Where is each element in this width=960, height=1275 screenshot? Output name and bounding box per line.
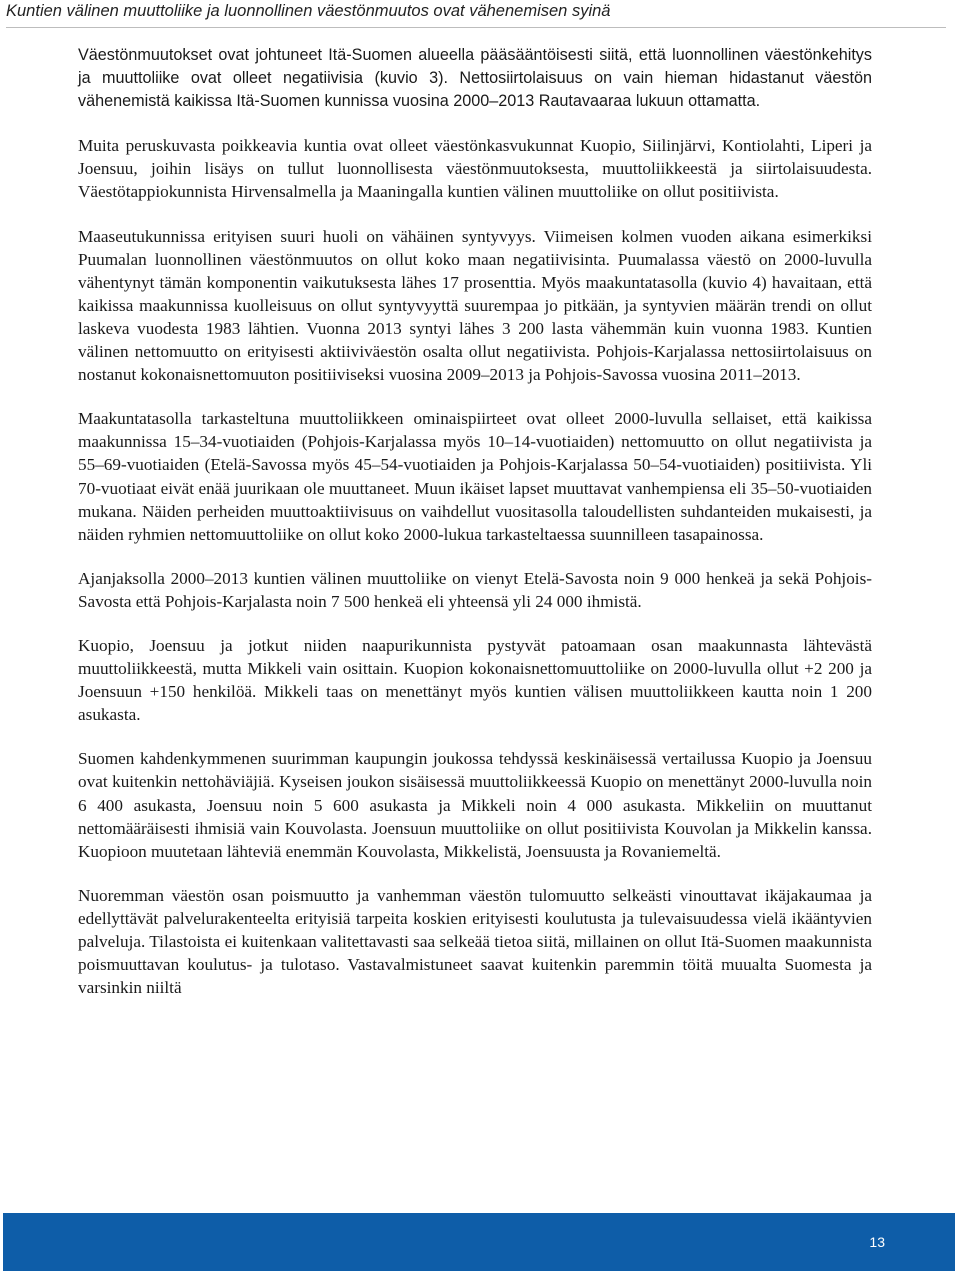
body-text xyxy=(78,44,872,1020)
paragraph-3: Maaseutukunnissa erityisen suuri huoli on vähäinen syntyvyys. Viimeisen kolmen vuoden aikana esimerkiksi Puumalan luonnollinen väestönmuutos on ollut koko maan negatiivisinta. Puumalassa väestö on 2000-luvulla vähentynyt tämän komponentin vaikutuksesta lähes 17 prosenttia. Myös maakuntatasolla (kuvio 4) havaitaan, että kaikissa maakunnissa kuolleisuus on ollut syntyvyyttä suurempaa jo pitkään, ja syntyvien määrän trendi on ollut laskeva vuodesta 1983 lähtien. Vuonna 2013 syntyi lähes 3 200 lasta vähemmän kuin vuonna 1983. Kuntien välinen nettomuutto on erityisesti aktiiviväestön osalta ollut negatiivista. Pohjois-Karjalassa nettosiirtolaisuus on nostanut kokonaisnettomuuton positiiviseksi vuosina 2009–2013 ja Pohjois-Savossa vuosina 2011–2013. xyxy=(78,226,872,385)
page-number: 13 xyxy=(869,1234,885,1250)
paragraph-2: Muita peruskuvasta poikkeavia kuntia ovat olleet väestönkasvukunnat Kuopio, Siilinjärvi, Kontiolahti, Liperi ja Joensuu, joihin lisäys on tullut luonnollisesta väestönmuutoksesta, muuttoliikkeestä ja siirtolaisuudesta. Väestötappiokunnista Hirvensalmella ja Maaningalla kuntien välinen muuttoliike on ollut positiivista. xyxy=(78,136,872,202)
paragraph-5: Ajanjaksolla 2000–2013 kuntien välinen muuttoliike on vienyt Etelä-Savosta noin 9 000 henkeä ja sekä Pohjois-Savosta että Pohjois-Karjalasta noin 7 500 henkeä eli yhteensä yli 24 000 ihmistä. xyxy=(78,568,872,611)
running-header: Kuntien välinen muuttoliike ja luonnollinen väestönmuutos ovat vähenemisen syinä xyxy=(6,2,611,20)
paragraph-6: Kuopio, Joensuu ja jotkut niiden naapurikunnista pystyvät patoamaan osan maakunnasta lähtevästä muuttoliikkeestä, mutta Mikkeli vain osittain. Kuopion kokonaisnettomuuttoliike on 2000-luvulla ollut +2 200 ja Joensuun +150 henkilöä. Mikkeli taas on menettänyt myös kuntien välisen muuttoliikkeen kautta noin 1 200 asukasta. xyxy=(78,635,872,725)
paragraph-8: Nuoremman väestön osan poismuutto ja vanhemman väestön tulomuutto selkeästi vinouttavat ikäjakaumaa ja edellyttävät palvelurakenteelta erityisiä tarpeita koskien erityisesti koulutusta ja tulevaisuudessa vielä ikääntyvien palveluja. Tilastoista ei kuitenkaan valitettavasti saa selkeää tietoa siitä, millainen on ollut Itä-Suomen maakunnista poismuuttavan koulutus- ja tulotaso. Vastavalmistuneet saavat kuitenkin paremmin töitä muualta Suomesta ja varsinkin niiltä xyxy=(78,885,872,998)
paragraph-1: Väestönmuutokset ovat johtuneet Itä-Suomen alueella pääsääntöisesti siitä, että luonnollinen väestönkehitys ja muuttoliike ovat olleet negatiivisia (kuvio 3). Nettosiirtolaisuus on vain hieman hidastanut väestön vähenemistä kaikissa Itä-Suomen kunnissa vuosina 2000–2013 Rautavaaraa lukuun ottamatta. xyxy=(78,46,872,111)
footer-band xyxy=(3,1213,955,1271)
header-divider xyxy=(6,27,946,28)
paragraph-7: Suomen kahdenkymmenen suurimman kaupungin joukossa tehdyssä keskinäisessä vertailussa Kuopio ja Joensuu ovat kuitenkin nettohäviäjiä. Kyseisen joukon sisäisessä muuttoliikkeessä Kuopio on menettänyt 2000-luvulla noin 6 400 asukasta, Joensuu noin 5 600 asukasta ja Mikkeli noin 4 000 asukasta. Mikkeliin on muuttanut nettomääräisesti ihmisiä vain Kouvolasta. Joensuun muuttoliike on ollut positiivista Kouvolan ja Mikkelin kanssa. Kuopioon muutetaan lähteviä enemmän Kouvolasta, Mikkelistä, Joensuusta ja Rovaniemeltä. xyxy=(78,749,872,861)
paragraph-4: Maakuntatasolla tarkasteltuna muuttoliikkeen ominaispiirteet ovat olleet 2000-luvulla sellaiset, että kaikissa maakunnissa 15–34-vuotiaiden (Pohjois-Karjalassa myös 10–14-vuotiaiden) nettomuutto on ollut negatiivista ja 55–69-vuotiaiden (Etelä-Savossa myös 45–54-vuotiaiden ja Pohjois-Karjalassa 50–54-vuotiaiden) positiivista. Yli 70-vuotiaat eivät enää juurikaan ole muuttaneet. Muun ikäiset lapset muuttavat vanhempiensa eli 35–50-vuotiaiden mukana. Näiden perheiden muuttoaktiivisuus on vaihdellut vuositasolla taloudellisten suhdanteiden mukaisesti, ja näiden ryhmien nettomuuttoliike on ollut koko 2000-lukua tarkasteltaessa suunnilleen tasapainossa. xyxy=(78,409,872,544)
